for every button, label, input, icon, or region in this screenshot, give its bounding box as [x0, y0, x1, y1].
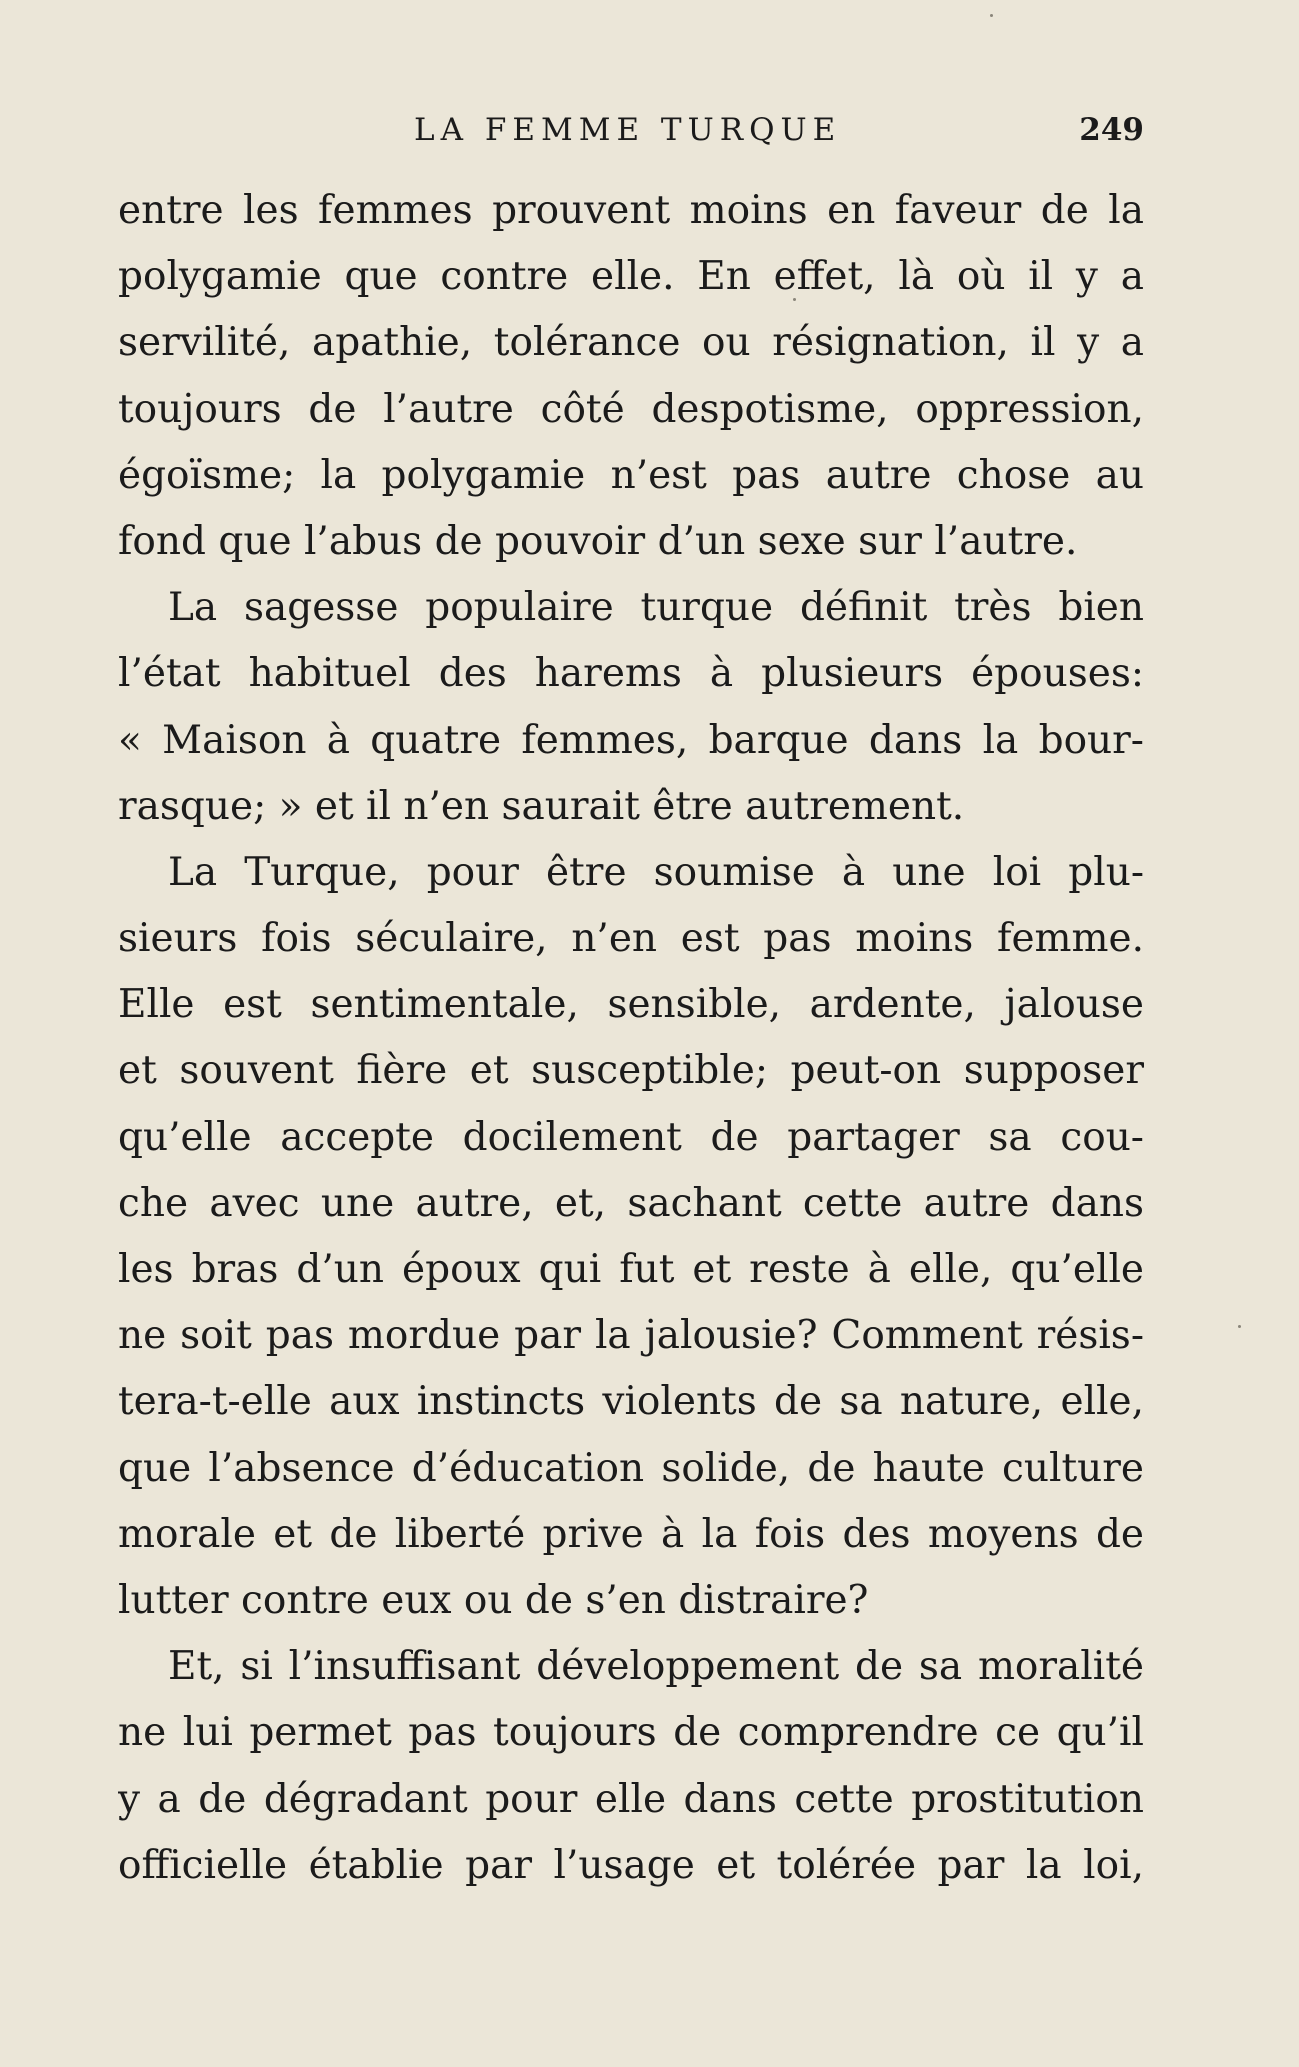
text-line: y a de dégradant pour elle dans cette prostitution — [118, 1776, 1144, 1822]
text-line: rasque; » et il n’en saurait être autrement. — [118, 783, 965, 829]
text-line: ne soit pas mordue par la jalousie? Comment résis- — [118, 1313, 1144, 1359]
text-line: égoïsme; la polygamie n’est pas autre chose au — [118, 452, 1144, 498]
text-line: officielle établie par l’usage et tolérée par la loi, — [118, 1842, 1144, 1888]
text-line: che avec une autre, et, sachant cette autre dans — [118, 1180, 1144, 1226]
page-header — [118, 108, 1144, 152]
body-text — [118, 178, 1144, 1899]
paper-speck — [1238, 1325, 1241, 1328]
text-line: entre les femmes prouvent moins en faveur de la — [118, 188, 1144, 233]
text-line: et souvent fière et susceptible; peut-on supposer — [118, 1048, 1144, 1094]
text-line: La sagesse populaire turque définit très bien — [168, 585, 1144, 631]
running-title: LA FEMME TURQUE — [414, 112, 842, 148]
text-line: La Turque, pour être soumise à une loi plu- — [168, 849, 1144, 895]
text-line: lutter contre eux ou de s’en distraire? — [118, 1577, 869, 1623]
text-line: Elle est sentimentale, sensible, ardente, jalouse — [118, 982, 1144, 1028]
text-line: qu’elle accepte docilement de partager sa cou- — [118, 1114, 1144, 1160]
text-line: polygamie que contre elle. En effet, là où il y a — [118, 254, 1144, 300]
text-line: fond que l’abus de pouvoir d’un sexe sur l’autre. — [118, 518, 1078, 564]
page-number: 249 — [1079, 112, 1144, 148]
text-line: toujours de l’autre côté despotisme, oppression, — [118, 386, 1144, 432]
text-line: morale et de liberté prive à la fois des moyens de — [118, 1511, 1144, 1557]
text-line: Et, si l’insuffisant développement de sa moralité — [168, 1644, 1144, 1690]
text-line: « Maison à quatre femmes, barque dans la bour- — [118, 717, 1144, 763]
text-line: tera-t-elle aux instincts violents de sa nature, elle, — [118, 1379, 1144, 1425]
text-line: ne lui permet pas toujours de comprendre ce qu’il — [118, 1710, 1144, 1756]
text-line: les bras d’un époux qui fut et reste à elle, qu’elle — [118, 1247, 1144, 1292]
text-line: sieurs fois séculaire, n’en est pas moins femme. — [118, 916, 1144, 962]
paper-speck — [990, 14, 993, 17]
text-line: que l’absence d’éducation solide, de haute culture — [118, 1445, 1144, 1491]
text-line: l’état habituel des harems à plusieurs épouses: — [118, 651, 1144, 697]
text-line: servilité, apathie, tolérance ou résignation, il y a — [118, 320, 1144, 366]
